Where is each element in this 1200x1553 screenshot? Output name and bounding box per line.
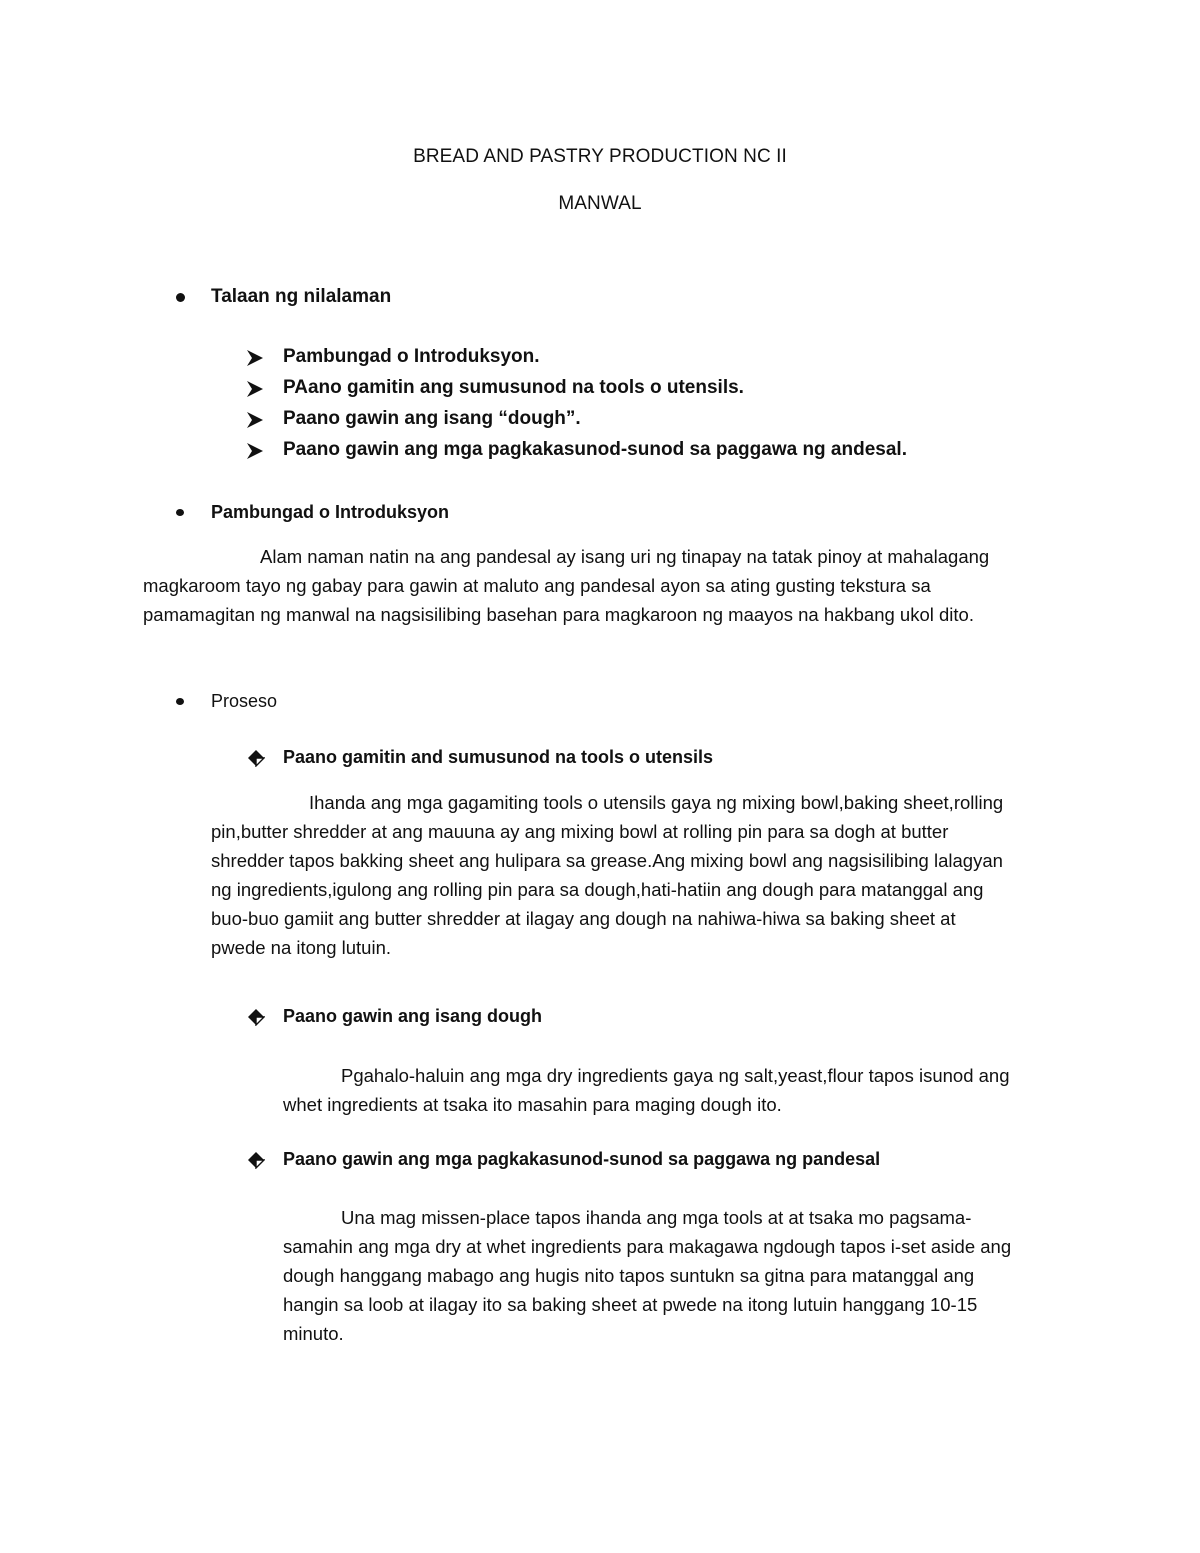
section-paragraph	[283, 1061, 1010, 1119]
paragraph-line: Una mag missen-place tapos ihanda ang mga tools at at tsaka mo pagsama-	[341, 1207, 972, 1228]
paragraph-line: dough hanggang mabago ang hugis nito tapos suntukn sa gitna para matanggal ang	[283, 1265, 975, 1286]
toc-item: Pambungad o Introduksyon.	[283, 346, 540, 367]
paragraph-line: buo-buo gamiit ang butter shredder at ilagay ang dough na nahiwa-hiwa sa baking sheet at	[211, 908, 956, 929]
toc-heading: Talaan ng nilalaman	[211, 286, 392, 307]
document-subtitle: MANWAL	[558, 193, 642, 214]
toc-item: Paano gawin ang mga pagkakasunod-sunod sa paggawa ng andesal.	[283, 439, 907, 460]
diamond-bullet-icon	[247, 749, 265, 767]
paragraph-line: Alam naman natin na ang pandesal ay isang uri ng tinapay na tatak pinoy at mahalagang	[260, 546, 990, 567]
section-heading: Paano gawin ang mga pagkakasunod-sunod sa paggawa ng pandesal	[283, 1149, 881, 1169]
section-heading: Paano gamitin and sumusunod na tools o utensils	[283, 747, 714, 767]
intro-paragraph	[143, 542, 989, 629]
bullet-dot-icon	[176, 698, 184, 705]
toc-item: PAano gamitin ang sumusunod na tools o utensils.	[283, 377, 744, 398]
paragraph-line: ng ingredients,igulong ang rolling pin para sa dough,hati-hatiin ang dough para matanggal ang	[211, 879, 984, 900]
section-paragraph	[283, 1203, 1011, 1348]
section-paragraph	[211, 788, 1003, 962]
document-title: BREAD AND PASTRY PRODUCTION NC II	[413, 146, 787, 167]
bullet-dot-icon	[176, 293, 185, 302]
arrow-bullet-icon	[246, 442, 264, 460]
paragraph-line: pwede na itong lutuin.	[211, 937, 391, 958]
diamond-bullet-icon	[247, 1151, 265, 1169]
paragraph-line: pamamagitan ng manwal na nagsisilibing basehan para magkaroon ng maayos na hakbang ukol dito.	[143, 604, 974, 625]
toc-item: Paano gawin ang isang “dough”.	[283, 408, 581, 429]
paragraph-line: whet ingredients at tsaka ito masahin para maging dough ito.	[283, 1094, 782, 1115]
paragraph-line: minuto.	[283, 1323, 344, 1344]
paragraph-line: Ihanda ang mga gagamiting tools o utensils gaya ng mixing bowl,baking sheet,rolling	[309, 792, 1004, 813]
arrow-bullet-icon	[246, 411, 264, 429]
paragraph-line: magkaroom tayo ng gabay para gawin at maluto ang pandesal ayon sa ating gusting tekstura sa	[143, 575, 931, 596]
paragraph-line: hangin sa loob at ilagay ito sa baking sheet at pwede na itong lutuin hanggang 10-15	[283, 1294, 978, 1315]
bullet-dot-icon	[176, 509, 184, 516]
arrow-bullet-icon	[246, 380, 264, 398]
diamond-bullet-icon	[247, 1008, 265, 1026]
proseso-heading: Proseso	[211, 691, 278, 711]
paragraph-line: Pgahalo-haluin ang mga dry ingredients gaya ng salt,yeast,flour tapos isunod ang	[341, 1065, 1010, 1086]
intro-heading: Pambungad o Introduksyon	[211, 502, 450, 522]
section-heading: Paano gawin ang isang dough	[283, 1006, 543, 1026]
paragraph-line: pin,butter shredder at ang mauuna ay ang mixing bowl at rolling pin para sa dogh at butter	[211, 821, 949, 842]
paragraph-line: shredder tapos bakking sheet ang hulipara sa grease.Ang mixing bowl ang nagsisilibing lalagyan	[211, 850, 1003, 871]
arrow-bullet-icon	[246, 349, 264, 367]
paragraph-line: samahin ang mga dry at whet ingredients para makagawa ngdough tapos i-set aside ang	[283, 1236, 1012, 1257]
